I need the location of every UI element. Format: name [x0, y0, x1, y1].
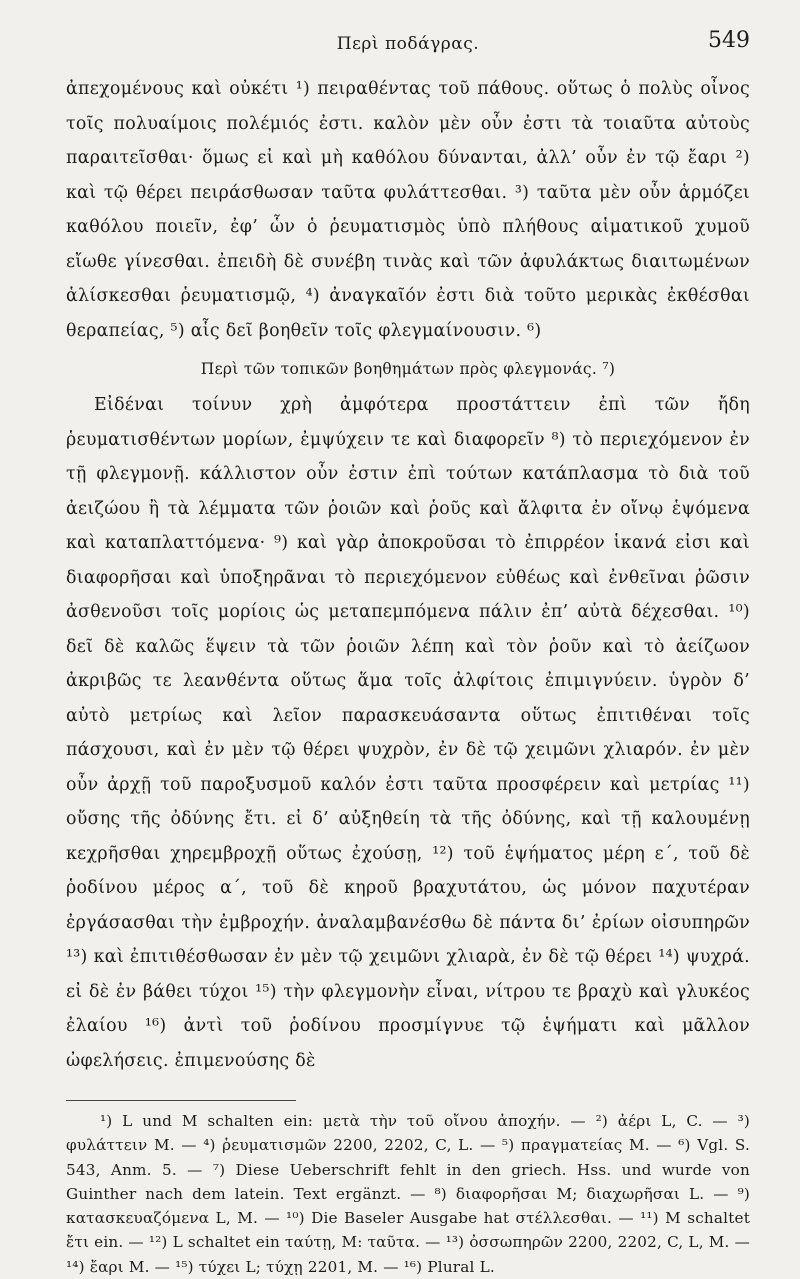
footnote-divider [66, 1100, 296, 1101]
main-text [66, 72, 750, 1078]
page-header [66, 28, 750, 72]
page-number: 549 [708, 28, 750, 53]
footnote-text: ¹) L und M schalten ein: μετὰ τὴν τοῦ οἴνου ἀποχήν. — ²) ἀέρι L, C. — ³) φυλάττειν M. — ⁴) ῥευματισμῶν 2200, 2202, C, L. — ⁵) πραγματείας M. — ⁶) Vgl. S. 543, Anm. 5. — ⁷) Diese Ueberschrift fehlt in den griech. Hss. und wurde von Guinther nach dem latein. Text ergänzt. — ⁸) διαφορῆσαι M; διαχωρῆσαι L. — ⁹) κατασκευαζόμενα L, M. — ¹⁰) Die Baseler Ausgabe hat στέλλεσθαι. — ¹¹) M schaltet ἔτι ein. — ¹²) L schaltet ein ταύτῃ, M: ταῦτα. — ¹³) ὀσσωπηρῶν 2200, 2202, C, L, M. — ¹⁴) ἔαρι M. — ¹⁵) τύχει L; τύχῃ 2201, M. — ¹⁶) Plural L. [66, 1112, 750, 1276]
section-heading: Περὶ τῶν τοπικῶν βοηθημάτων πρὸς φλεγμονάς. ⁷) [200, 360, 616, 378]
paragraph-2: Εἰδέναι τοίνυν χρὴ ἀμφότερα προστάττειν ἐπὶ τῶν ἤδη ῥευματισθέντων μορίων, ἐμψύχειν τε καὶ διαφορεῖν ⁸) τὸ περιεχόμενον ἐν τῇ φλεγμονῇ. κάλλιστον οὖν ἐστιν ἐπὶ τούτων κατάπλασμα τὸ διὰ τοῦ ἀειζώου ἢ τὰ λέμματα τῶν ῥοιῶν καὶ ῥοῦς καὶ ἄλφιτα ἐν οἴνῳ ἑψόμενα καὶ καταπλαττόμενα· ⁹) καὶ γὰρ ἀποκροῦσαι τὸ ἐπιρρέον ἱκανά εἰσι καὶ διαφορῆσαι καὶ ὑποξηρᾶναι τὸ περιεχόμενον εὐθέως καὶ ἐνθεῖναι ῥῶσιν ἀσθενοῦσι τοῖς μορίοις ὡς μεταπεμπόμενα πάλιν ἐπ’ αὐτὰ δέχεσθαι. ¹⁰) δεῖ δὲ καλῶς ἕψειν τὰ τῶν ῥοιῶν λέπη καὶ τὸν ῥοῦν καὶ τὸ ἀείζωον ἀκριβῶς τε λεανθέντα οὕτως ἅμα τοῖς ἀλφίτοις ἐπιμιγνύειν. ὑγρὸν δ’ αὐτὸ μετρίως καὶ λεῖον παρασκευάσαντα οὕτως ἐπιτιθέναι τοῖς πάσχουσι, καὶ ἐν μὲν τῷ θέρει ψυχρὸν, ἐν δὲ τῷ χειμῶνι χλιαρόν. ἐν μὲν οὖν ἀρχῇ τοῦ παροξυσμοῦ καλόν ἐστι ταῦτα προσφέρειν καὶ μετρίας ¹¹) οὔσης τῆς ὀδύνης ἔτι. εἰ δ’ αὐξηθείη τὰ τῆς ὀδύνης, καὶ τῇ καλουμένῃ κεχρῆσθαι χηρεμβροχῇ οὕτως ἐχούσῃ, ¹²) τοῦ ἑψήματος μέρη ε΄, τοῦ δὲ ῥοδίνου μέρος α΄, τοῦ δὲ κηροῦ βραχυτάτου, ὡς μόνον παχυτέραν ἐργάσασθαι τὴν ἐμβροχήν. ἀναλαμβανέσθω δὲ πάντα δι’ ἐρίων οἰσυπηρῶν ¹³) καὶ ἐπιτιθέσθωσαν ἐν μὲν τῷ χειμῶνι χλιαρὰ, ἐν δὲ τῷ θέρει ¹⁴) ψυχρά. εἰ δὲ ἐν βάθει τύχοι ¹⁵) τὴν φλεγμονὴν εἶναι, νίτρου τε βραχὺ καὶ γλυκέος ἐλαίου ¹⁶) ἀντὶ τοῦ ῥοδίνου προσμίγνυε τῷ ἑψήματι καὶ μᾶλλον ὠφελήσεις. ἐπιμενούσης δὲ [66, 395, 750, 1071]
paragraph-1: ἀπεχομένους καὶ οὐκέτι ¹) πειραθέντας τοῦ πάθους. οὕτως ὁ πολὺς οἶνος τοῖς πολυαίμοις πολέμιός ἐστι. καλὸν μὲν οὖν ἐστι τὰ τοιαῦτα αὐτοὺς παραιτεῖσθαι· ὅμως εἰ καὶ μὴ καθόλου δύνανται, ἀλλ’ οὖν ἐν τῷ ἔαρι ²) καὶ τῷ θέρει πειράσθωσαν ταῦτα φυλάττεσθαι. ³) ταῦτα μὲν οὖν ἁρμόζει καθόλου ποιεῖν, ἐφ’ ὧν ὁ ῥευματισμὸς ὑπὸ πλήθους αἱματικοῦ χυμοῦ εἴωθε γίνεσθαι. ἐπειδὴ δὲ συνέβη τινὰς καὶ τῶν ἀφυλάκτως διαιτωμένων ἁλίσκεσθαι ῥευματισμῷ, ⁴) ἀναγκαῖόν ἐστι διὰ τοῦτο μερικὰς ἐκθέσθαι θεραπείας, ⁵) αἷς δεῖ βοηθεῖν τοῖς φλεγμαίνουσιν. ⁶) [66, 79, 750, 341]
footnotes [66, 1109, 750, 1279]
running-title: Περὶ ποδάγρας. [336, 34, 480, 54]
